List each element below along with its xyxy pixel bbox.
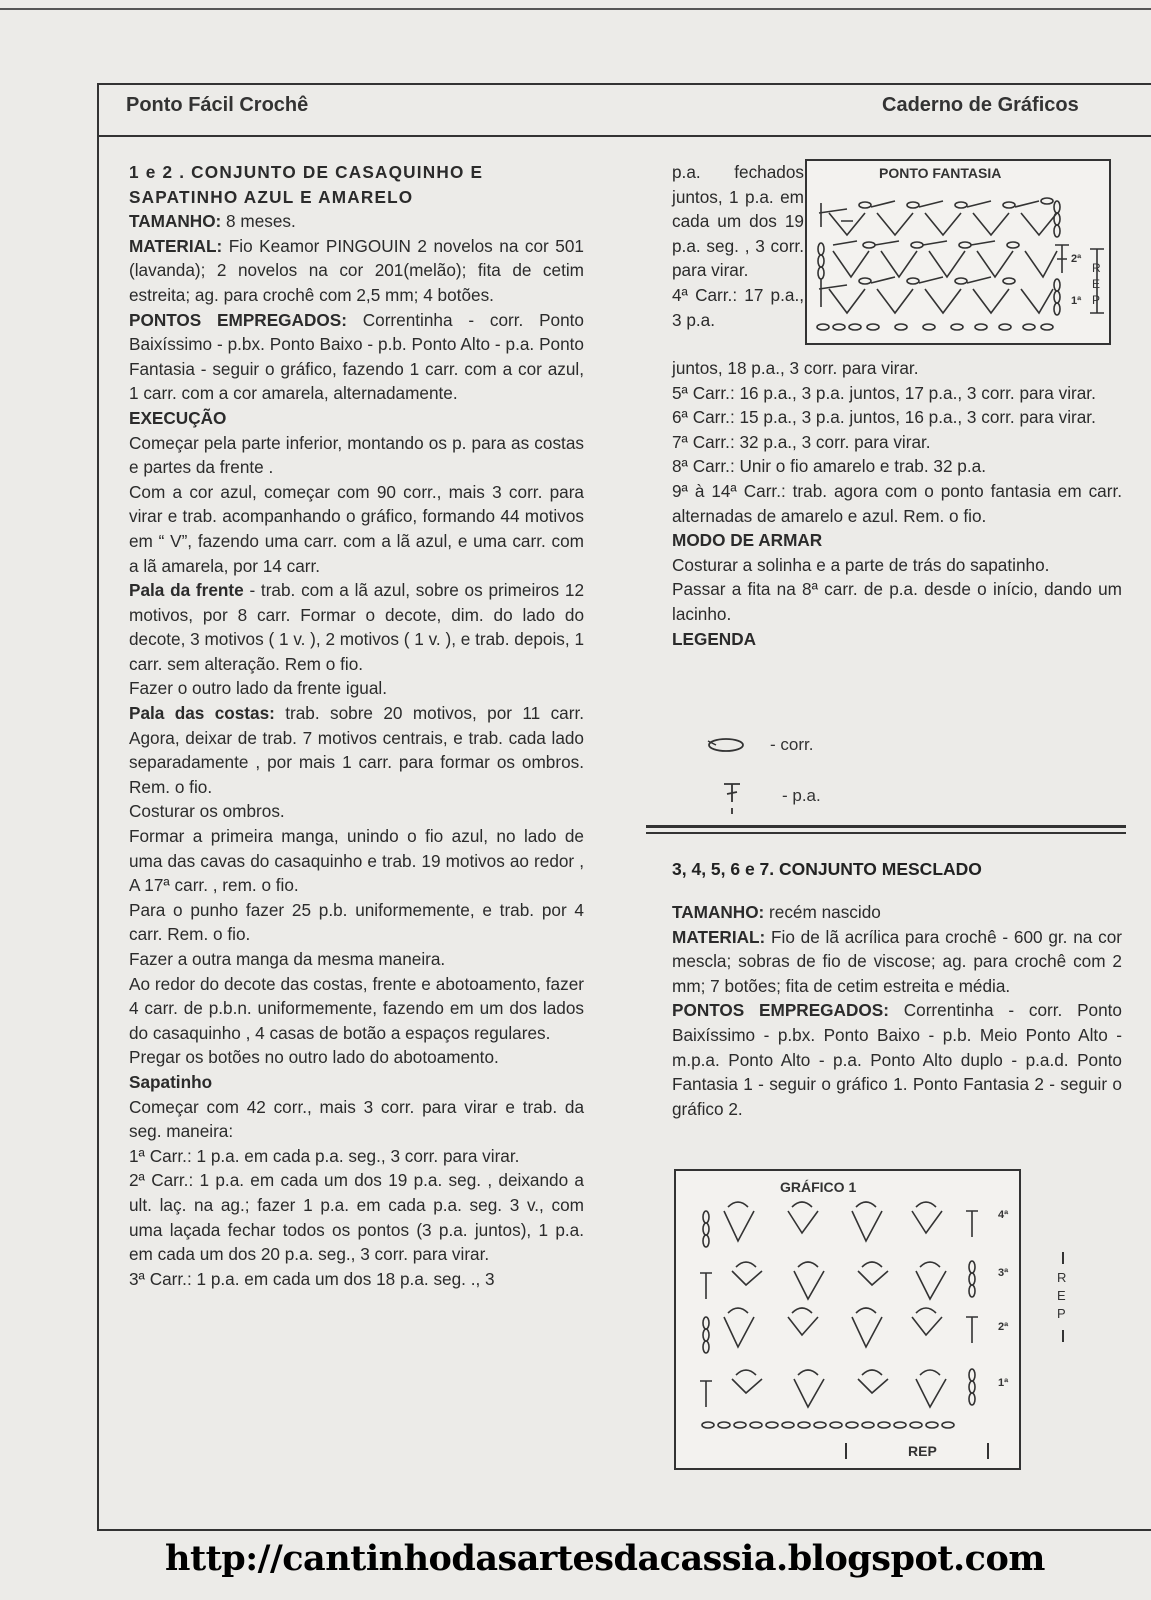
pala-frente-paragraph [129,578,584,676]
material-label: MATERIAL: [129,235,223,256]
pontos-value: Correntinha - corr. Ponto Baixíssimo - p.bx. Ponto Baixo - p.b. Meio Ponto Alto - m.p.a. Ponto Alto - p.a. Ponto Alto duplo - p.a.d. Ponto Fantasia 1 - seguir o gráfico 1. Ponto Fantasia 2 - seguir o gráfico 2. [672,1000,1122,1119]
paragraph: p.a. fechados juntos, 1 p.a. em cada um dos 19 p.a. seg. , 3 corr. para virar. [672,162,804,281]
double-crochet-icon [720,780,744,820]
header-rule [97,135,1151,137]
ponto-fantasia-chart [805,159,1111,345]
paragraph: Passar a fita na 8ª carr. de p.a. desde o início, dando um lacinho. [672,579,1122,624]
paragraph: 7ª Carr.: 32 p.a., 3 corr. para virar. [672,431,931,452]
rep-letter: P [1057,1306,1066,1321]
paragraph: 1ª Carr.: 1 p.a. em cada p.a. seg., 3 corr. para virar. [129,1145,520,1166]
section-divider [646,825,1126,828]
pala-frente-value: - trab. com a lã azul, sobre os primeiros 12 motivos, por 8 carr. Formar o decote, dim. do lado do decote, 3 motivos ( 1 v. ), 2 motivos ( 1 v. ), e trab. depois, 1 carr. sem alteração. Rem o fio. [129,580,585,674]
rep-letter: E [1057,1288,1066,1303]
material-label: MATERIAL: [672,926,766,947]
pala-frente-label: Pala da frente [129,580,244,601]
paragraph: 2ª Carr.: 1 p.a. em cada um dos 19 p.a. seg. , deixando a ult. laç. na ag.; fazer 1 p.a. em cada p.a. seg. 3 v., com uma laçada fechar todos os pontos (3 p.a. juntos), 1 p.a. em cada um dos 20 p.a. seg., 3 corr. para virar. [129,1170,584,1265]
paragraph: Com a cor azul, começar com 90 corr., mais 3 corr. para virar e trab. acompanhando o gráfico, formando 44 motivos em “ V”, fazendo uma carr. com a lã azul, e uma carr. com a lã amarela, por 14 carr. [129,481,584,576]
rep-letter: E [1092,277,1101,291]
footer-url[interactable]: http://cantinhodasartesdacassia.blogspot.com [165,1538,1045,1579]
right-top-text [672,160,804,332]
row-label-2: 2ª [998,1321,1009,1333]
execucao-heading: EXECUÇÃO [129,407,227,428]
section1-title-line2: SAPATINHO AZUL E AMARELO [129,186,414,207]
row-label-2: 2ª [1071,253,1082,265]
paragraph: 5ª Carr.: 16 p.a., 3 p.a. juntos, 17 p.a., 3 corr. para virar. [672,382,1096,403]
paragraph: juntos, 18 p.a., 3 corr. para virar. [672,358,919,378]
material-value: Fio de lã acrílica para crochê - 600 gr. na cor mescla; sobras de fio de viscose; ag. para crochê com 2 mm; 7 botões; fita de cetim estreita e média. [672,926,1122,996]
tamanho-value: 8 meses. [221,211,296,232]
section-divider [646,832,1126,834]
rep-marker [1062,1252,1064,1264]
section1-title-line1: 1 e 2 . CONJUNTO DE CASAQUINHO E [129,162,484,182]
legend-pa: - p.a. [782,786,821,805]
pala-costas-label: Pala das costas: [129,703,275,724]
material-paragraph [129,234,584,308]
paragraph: Fazer o outro lado da frente igual. [129,678,387,699]
left-column [129,160,584,1291]
material-value: Fio Keamor PINGOUIN 2 novelos na cor 501 (lavanda); 2 novelos na cor 201(melão); fita de cetim estreita; ag. para crochê com 2,5 mm; 4 botões. [129,235,584,305]
chain-stitch-icon [706,733,756,757]
top-rule [0,8,1151,10]
paragraph: Costurar a solinha e a parte de trás do sapatinho. [672,554,1050,575]
paragraph: Começar com 42 corr., mais 3 corr. para virar e trab. da seg. maneira: [129,1096,584,1142]
pontos-value: Correntinha - corr. Ponto Baixíssimo - p.bx. Ponto Baixo - p.b. Ponto Alto - p.a. Ponto Fantasia - seguir o gráfico, fazendo 1 carr. com a cor azul, 1 carr. com a cor amarela, alternadamente. [129,309,584,404]
pala-costas-paragraph [129,701,584,799]
paragraph: 9ª à 14ª Carr.: trab. agora com o ponto fantasia em carr. alternadas de amarelo e azul. Rem. o fio. [672,480,1122,526]
header-left-title: Ponto Fácil Crochê [126,94,309,116]
paragraph: 8ª Carr.: Unir o fio amarelo e trab. 32 p.a. [672,456,986,477]
modo-de-armar-heading: MODO DE ARMAR [672,530,823,551]
pala-costas-value: trab. sobre 20 motivos, por 11 carr. Agora, deixar de trab. 7 motivos centrais, e trab. cada lado separadamente , por mais 1 carr. para formar os ombros. Rem. o fio. [129,703,584,797]
rep-letter: R [1092,261,1101,275]
tamanho-paragraph [129,209,584,234]
section2-body [672,900,1122,1121]
paragraph: Formar a primeira manga, unindo o fio azul, no lado de uma das cavas do casaquinho e trab. 19 motivos ao redor , A 17ª carr. , rem. o fio. [129,826,584,896]
paragraph: 3ª Carr.: 1 p.a. em cada um dos 18 p.a. seg. ., 3 [129,1268,495,1289]
paragraph: Começar pela parte inferior, montando os p. para as costas e partes da frente . [129,432,584,478]
chart-title: PONTO FANTASIA [879,165,1002,181]
paragraph: 4ª Carr.: 17 p.a., 3 p.a. [672,284,804,330]
grafico1-chart [674,1169,1021,1470]
row-label-4: 4ª [998,1209,1009,1221]
section2-title: 3, 4, 5, 6 e 7. CONJUNTO MESCLADO [672,859,982,879]
pontos-label: PONTOS EMPREGADOS: [129,309,347,330]
tamanho-label: TAMANHO: [129,211,222,232]
tamanho-paragraph [672,900,1122,925]
grafico1-diagram [676,1171,1019,1468]
rep-marker [1062,1330,1064,1342]
chart-title: GRÁFICO 1 [780,1179,857,1195]
paragraph: Para o punho fazer 25 p.b. uniformemente, e trab. por 4 carr. Rem. o fio. [129,899,584,945]
paragraph: 6ª Carr.: 15 p.a., 3 p.a. juntos, 16 p.a., 3 corr. para virar. [672,407,1096,428]
paragraph: Pregar os botões no outro lado do abotoamento. [129,1047,499,1068]
row-label-1: 1ª [998,1377,1009,1389]
sapatinho-heading: Sapatinho [129,1071,213,1092]
ponto-fantasia-diagram [807,161,1109,343]
tamanho-value: recém nascido [764,902,881,922]
rep-letter: R [1057,1270,1067,1285]
tamanho-label: TAMANHO: [672,902,765,922]
pontos-label: PONTOS EMPREGADOS: [672,1000,889,1021]
paragraph: Ao redor do decote das costas, frente e abotoamento, fazer 4 carr. de p.b.n. uniformemente, fazendo em um dos lados do casaquinho , 4 casas de botão a espaços regulares. [129,973,584,1043]
legenda-heading: LEGENDA [672,628,757,649]
pontos-paragraph [129,308,584,406]
material-paragraph [672,925,1122,999]
rep-letter: P [1092,293,1101,307]
pontos-paragraph [672,998,1122,1121]
paragraph: Costurar os ombros. [129,801,285,822]
header-right-title: Caderno de Gráficos [882,94,1079,116]
rep-bottom-label: REP [908,1443,937,1459]
legend-corr: - corr. [770,735,814,754]
right-column-body [672,356,1122,651]
paragraph: Fazer a outra manga da mesma maneira. [129,949,446,969]
row-label-1: 1ª [1071,295,1082,307]
row-label-3: 3ª [998,1267,1009,1279]
